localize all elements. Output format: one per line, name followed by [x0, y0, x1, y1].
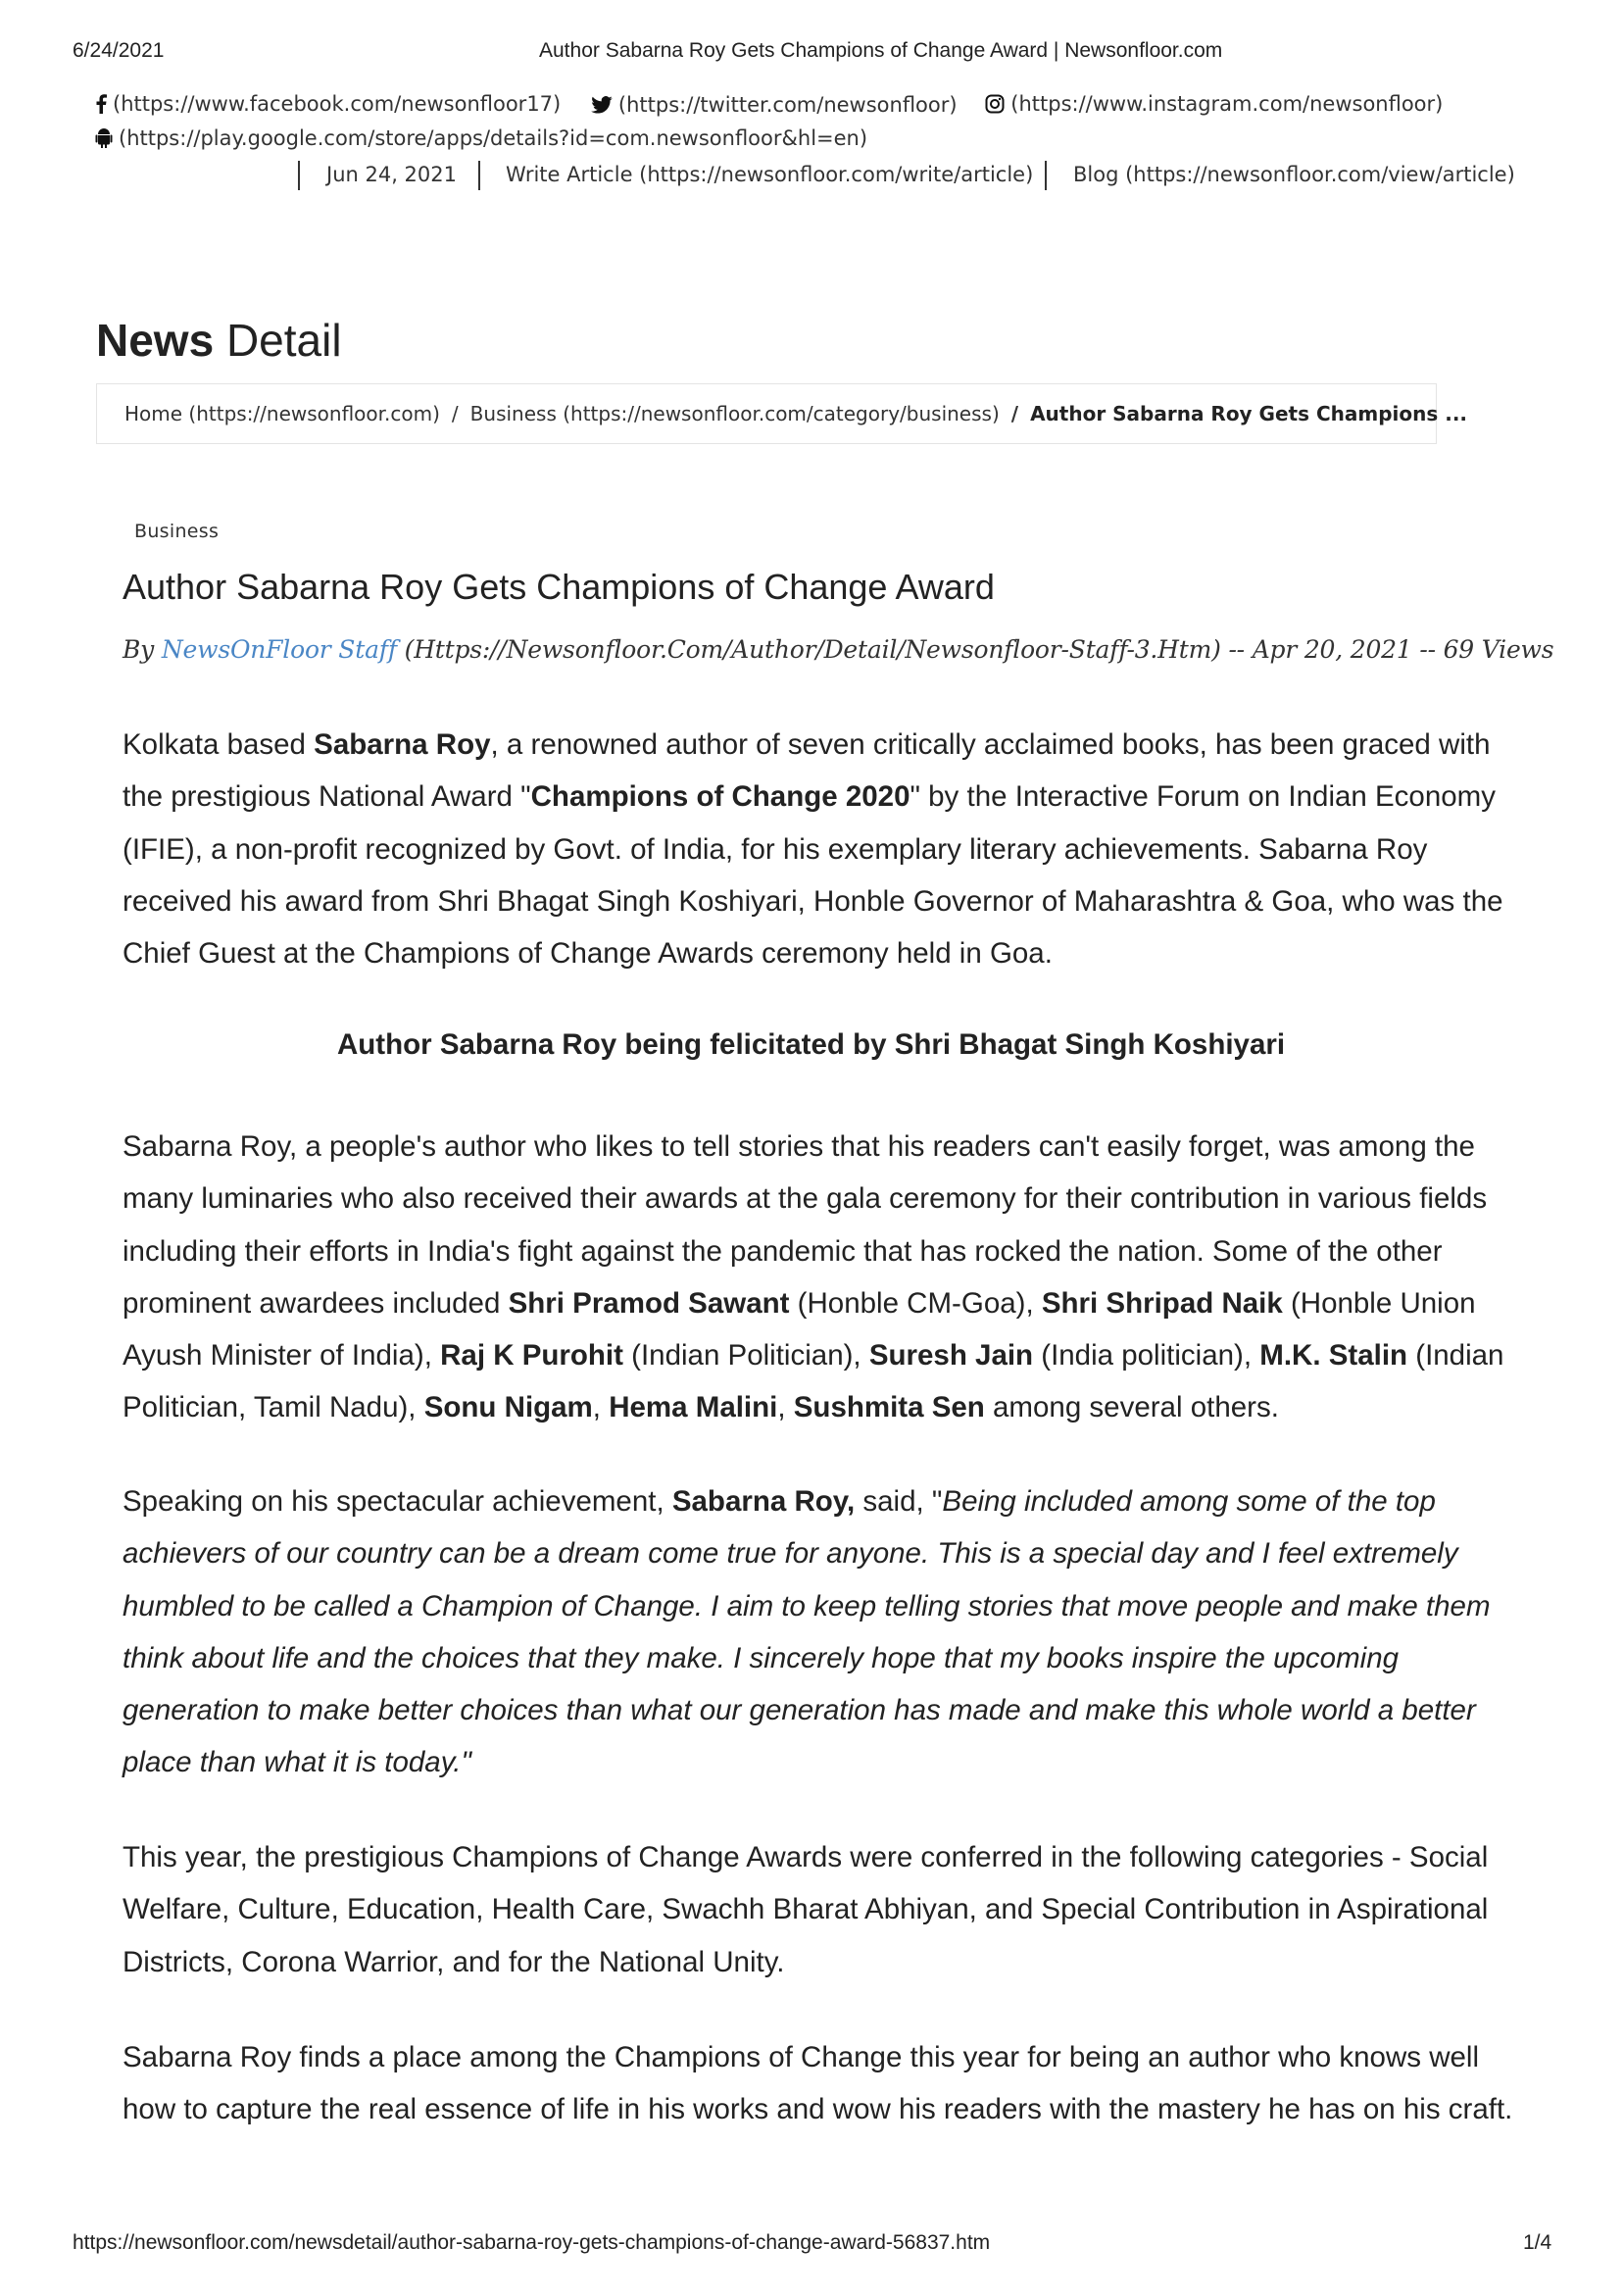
article-title: Author Sabarna Roy Gets Champions of Change Award	[123, 567, 995, 607]
divider	[298, 161, 300, 190]
article-paragraph-3	[123, 1475, 1514, 1789]
article-paragraph-1	[123, 719, 1514, 979]
breadcrumb-current: Author Sabarna Roy Gets Champions ...	[1030, 402, 1468, 425]
byline-author-url[interactable]: (Https://Newsonfloor.Com/Author/Detail/Newsonfloor-Staff-3.Htm)	[404, 635, 1221, 664]
facebook-link[interactable]	[95, 92, 561, 116]
bold-text: Sonu Nigam	[423, 1391, 593, 1424]
text-run: (India politician),	[1033, 1339, 1260, 1373]
print-page-number: 1/4	[1523, 2231, 1552, 2254]
instagram-link[interactable]	[985, 92, 1443, 116]
breadcrumb-category[interactable]: Business (https://newsonfloor.com/category/business)	[469, 402, 1000, 425]
divider	[478, 161, 480, 190]
android-link-text: (https://play.google.com/store/apps/details?id=com.newsonfloor&hl=en)	[119, 126, 868, 150]
text-run: (Honble CM-Goa),	[789, 1286, 1042, 1320]
bold-text: Raj K Purohit	[440, 1339, 623, 1373]
article-byline	[123, 635, 1553, 664]
instagram-icon	[985, 94, 1005, 114]
write-article-link[interactable]: Write Article (https://newsonfloor.com/write/article)	[506, 163, 1034, 186]
blog-link[interactable]: Blog (https://newsonfloor.com/view/article)	[1073, 163, 1515, 186]
breadcrumb	[96, 383, 1468, 444]
byline-separator: --	[1228, 635, 1245, 664]
text-run: (Indian Politician),	[622, 1339, 869, 1373]
facebook-icon	[95, 94, 107, 114]
page-title	[96, 314, 342, 367]
bold-text: M.K. Stalin	[1259, 1339, 1408, 1373]
bold-text: Sushmita Sen	[793, 1391, 985, 1424]
instagram-link-text: (https://www.instagram.com/newsonfloor)	[1010, 92, 1444, 116]
breadcrumb-home[interactable]: Home (https://newsonfloor.com)	[124, 402, 440, 425]
page-title-rest: Detail	[225, 315, 342, 366]
divider	[1045, 161, 1047, 190]
breadcrumb-separator: /	[1010, 402, 1019, 425]
text-run: (Indian Politician, Tamil Nadu),	[123, 1339, 1504, 1424]
text-run: Kolkata based	[123, 728, 315, 761]
bold-text: Sabarna Roy	[314, 728, 491, 761]
print-date: 6/24/2021	[73, 39, 165, 62]
article-paragraph-4	[123, 1831, 1514, 1988]
article-paragraph-5	[123, 2031, 1514, 2136]
article-category[interactable]: Business	[134, 521, 220, 542]
bold-text: Shri Shripad Naik	[1041, 1286, 1283, 1320]
text-run: ,	[592, 1391, 610, 1424]
byline-views: 69 Views	[1443, 635, 1554, 664]
text-run: among several others.	[984, 1391, 1279, 1424]
text-run: Sabarna Roy finds a place among the Champions of Change this year for being an author who knows well how to capture the real essence of life in his works and wow his readers with the mastery he has on his craft.	[123, 2041, 1513, 2126]
text-run: said, "	[855, 1485, 943, 1518]
header-date: Jun 24, 2021	[326, 163, 458, 186]
byline-author-link[interactable]: NewsOnFloor Staff	[161, 635, 397, 664]
breadcrumb-separator: /	[451, 402, 459, 425]
twitter-link-text: (https://twitter.com/newsonfloor)	[617, 93, 958, 117]
text-run: Sabarna Roy, a people's author who likes to tell stories that his readers can't easily forget, was among the many luminaries who also received their awards at the gala ceremony for their contribution in various fields including their efforts in India's fight against the pandemic that has rocked the nation. Some of the other prominent awardees included	[123, 1130, 1488, 1320]
page-title-bold: News	[96, 315, 215, 366]
article-paragraph-2	[123, 1121, 1514, 1434]
bold-text: Hema Malini	[609, 1391, 778, 1424]
byline-date: Apr 20, 2021	[1252, 635, 1412, 664]
print-url: https://newsonfloor.com/newsdetail/author-sabarna-roy-gets-champions-of-change-award-56837.htm	[73, 2231, 991, 2254]
android-icon	[95, 128, 113, 148]
bold-text: Champions of Change 2020	[530, 780, 910, 814]
text-run: (Honble Union Ayush Minister of India),	[123, 1286, 1476, 1373]
print-title: Author Sabarna Roy Gets Champions of Change Award | Newsonfloor.com	[539, 39, 1223, 62]
text-run: , a renowned author of seven critically acclaimed books, has been graced with the prestigious National Award "	[123, 728, 1491, 814]
twitter-icon	[591, 96, 613, 114]
twitter-link[interactable]	[591, 93, 958, 117]
byline-by: By	[123, 635, 155, 664]
bold-text: Shri Pramod Sawant	[508, 1286, 790, 1320]
android-link[interactable]	[95, 126, 867, 153]
text-run: ,	[777, 1391, 794, 1424]
text-run: This year, the prestigious Champions of Change Awards were conferred in the following categories - Social Welfare, Culture, Education, Health Care, Swachh Bharat Abhiyan, and Special Contribution in Aspirational Districts, Corona Warrior, and for the National Unity.	[123, 1841, 1489, 1978]
quote-text: Being included among some of the top achievers of our country can be a dream come true for anyone. This is a special day and I feel extremely humbled to be called a Champion of Change. I aim to keep telling stories that move people and make them think about life and the choices that they make. I sincerely hope that my books inspire the upcoming generation to make better choices than what our generation has made and make this whole world a better place than what it is today."	[123, 1485, 1491, 1779]
facebook-link-text: (https://www.facebook.com/newsonfloor17)	[113, 92, 562, 116]
social-links-row	[95, 92, 1443, 119]
text-run: " by the Interactive Forum on Indian Economy (IFIE), a non-profit recognized by Govt. of India, for his exemplary literary achievements. Sabarna Roy received his award from Shri Bhagat Singh Koshiyari, Honble Governor of Maharashtra & Goa, who was the Chief Guest at the Champions of Change Awards ceremony held in Goa.	[123, 780, 1503, 971]
image-caption: Author Sabarna Roy being felicitated by Shri Bhagat Singh Koshiyari	[336, 1028, 1286, 1061]
bold-text: Sabarna Roy,	[671, 1485, 856, 1518]
bold-text: Suresh Jain	[868, 1339, 1034, 1373]
byline-separator: --	[1419, 635, 1436, 664]
text-run: Speaking on his spectacular achievement,	[123, 1485, 672, 1518]
